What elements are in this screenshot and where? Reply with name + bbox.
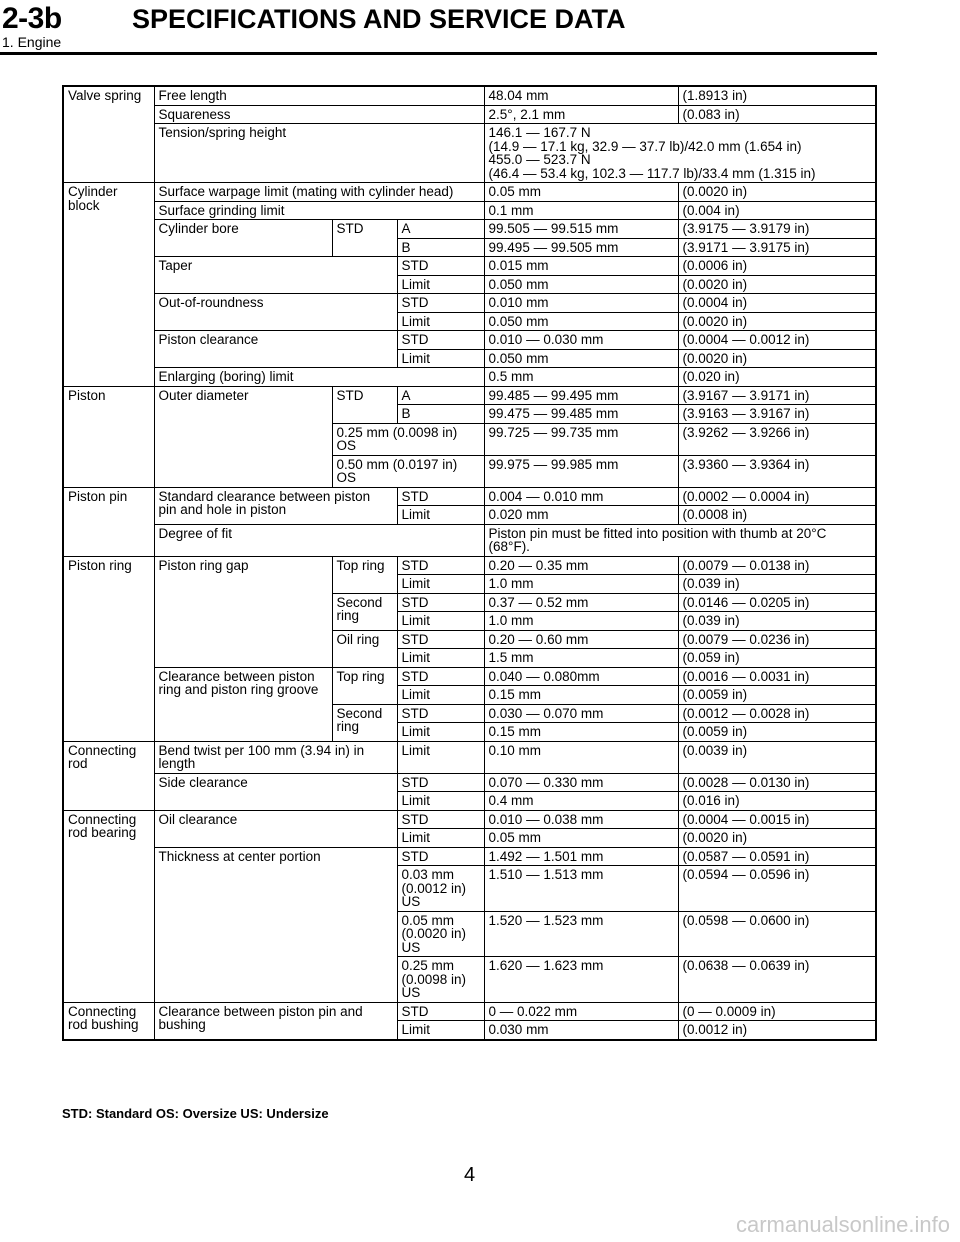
sub-label: Limit [397,723,484,742]
table-row [63,220,876,239]
value-mm: 0.040 — 0.080mm [484,667,678,686]
sub-label: Second ring [332,704,397,741]
value-in: (0.0020 in) [678,829,876,848]
value-mm: 0.030 mm [484,1021,678,1040]
sub-label: STD [397,331,484,350]
value-in: (0.0002 — 0.0004 in) [678,487,876,506]
sub-label: Limit [397,349,484,368]
header-rule [0,52,877,55]
abbreviation-footnote: STD: Standard OS: Oversize US: Undersize [62,1106,329,1121]
sub-label: STD [397,704,484,723]
sub-label: STD [332,220,397,257]
sub-label: Limit [397,792,484,811]
value-mm: 1.0 mm [484,612,678,631]
value-in: (3.9262 — 3.9266 in) [678,423,876,455]
value-in: (0.0006 in) [678,257,876,276]
sub-label: B [397,238,484,257]
value-in: (0.039 in) [678,575,876,594]
value-mm: 1.520 — 1.523 mm [484,911,678,957]
value-in: (0.020 in) [678,368,876,387]
item-label: Free length [154,86,484,105]
sub-label: 0.05 mm (0.0020 in) US [397,911,484,957]
table-row [63,667,876,686]
item-label: Squareness [154,105,484,124]
value-mm: 0.1 mm [484,201,678,220]
value-in: (0.0020 in) [678,312,876,331]
value-mm: 0.4 mm [484,792,678,811]
value-in: (0.0004 — 0.0015 in) [678,810,876,829]
sub-label: Top ring [332,556,397,593]
value-mm: 1.492 — 1.501 mm [484,847,678,866]
sub-label: STD [397,773,484,792]
sub-label: B [397,405,484,424]
value-in: (0.0028 — 0.0130 in) [678,773,876,792]
value-mm: 0.15 mm [484,723,678,742]
sub-label: 0.25 mm (0.0098 in) US [397,957,484,1003]
value-in: (0.0587 — 0.0591 in) [678,847,876,866]
value-mm: 0.05 mm [484,183,678,202]
table-row [63,201,876,220]
value-mm: 0.37 — 0.52 mm [484,593,678,612]
value-in: (0.004 in) [678,201,876,220]
value-in: (3.9360 — 3.9364 in) [678,455,876,487]
value-mm: 0.020 mm [484,506,678,525]
sub-label: Oil ring [332,630,397,667]
value-mm: 0.20 — 0.60 mm [484,630,678,649]
value-in: (0.016 in) [678,792,876,811]
value-in: (0.0059 in) [678,723,876,742]
value-mm: 0.05 mm [484,829,678,848]
value-mm: 0.010 — 0.030 mm [484,331,678,350]
value-text: Piston pin must be fitted into position with thumb at 20°C (68°F). [484,524,876,556]
value-mm: 0.015 mm [484,257,678,276]
sub-label: Limit [397,1021,484,1040]
table-row [63,257,876,276]
sub-label: STD [397,1002,484,1021]
value-mm: 0 — 0.022 mm [484,1002,678,1021]
sub-label: Limit [397,829,484,848]
value-in: (0.0012 in) [678,1021,876,1040]
value-mm: 99.725 — 99.735 mm [484,423,678,455]
sub-label: Limit [397,275,484,294]
item-label: Enlarging (boring) limit [154,368,484,387]
value-in: (0.0079 — 0.0236 in) [678,630,876,649]
item-label: Out-of-roundness [154,294,397,331]
value-mm: 2.5°, 2.1 mm [484,105,678,124]
group-connecting-rod: Connecting rod [63,741,154,810]
table-row [63,294,876,313]
sub-label: Limit [397,612,484,631]
spec-table [62,85,877,1041]
value-in: (0.0020 in) [678,275,876,294]
value-in: (0.0016 — 0.0031 in) [678,667,876,686]
value-mm: 0.010 mm [484,294,678,313]
sub-label: STD [397,810,484,829]
table-row [63,741,876,773]
value-in: (0.0039 in) [678,741,876,773]
value-text: 146.1 — 167.7 N (14.9 — 17.1 kg, 32.9 — 37.7 lb)/42.0 mm (1.654 in) 455.0 — 523.7 N (46.4 — 53.4 kg, 102.3 — 117.7 lb)/33.4 mm (1.315 in) [484,124,876,183]
value-in: (3.9167 — 3.9171 in) [678,386,876,405]
sub-label: 0.50 mm (0.0197 in) OS [332,455,484,487]
item-label: Surface warpage limit (mating with cylinder head) [154,183,484,202]
item-label: Standard clearance between piston pin and hole in piston [154,487,397,524]
sub-label: Top ring [332,667,397,704]
sub-label: STD [397,294,484,313]
value-mm: 99.495 — 99.505 mm [484,238,678,257]
table-row [63,368,876,387]
value-mm: 1.510 — 1.513 mm [484,866,678,912]
sub-label: 0.03 mm (0.0012 in) US [397,866,484,912]
section-code: 2-3b [2,2,62,35]
table-row [63,86,876,105]
sub-label: Limit [397,686,484,705]
item-label: Side clearance [154,773,397,810]
value-mm: 1.620 — 1.623 mm [484,957,678,1003]
table-row [63,105,876,124]
value-in: (0.0594 — 0.0596 in) [678,866,876,912]
group-connecting-rod-bearing: Connecting rod bearing [63,810,154,1002]
item-label: Oil clearance [154,810,397,847]
table-row [63,1002,876,1021]
section-subtitle: 1. Engine [2,34,62,50]
value-mm: 1.5 mm [484,649,678,668]
group-piston: Piston [63,386,154,487]
table-row [63,124,876,183]
value-in: (0.0079 — 0.0138 in) [678,556,876,575]
group-cylinder-block: Cylinder block [63,183,154,387]
sub-label: Limit [397,741,484,773]
sub-label: Limit [397,649,484,668]
sub-label: STD [332,386,397,423]
value-mm: 0.010 — 0.038 mm [484,810,678,829]
page-title: SPECIFICATIONS AND SERVICE DATA [132,4,626,34]
group-connecting-rod-bushing: Connecting rod bushing [63,1002,154,1040]
table-row [63,773,876,792]
value-in: (0.0638 — 0.0639 in) [678,957,876,1003]
value-in: (0.039 in) [678,612,876,631]
item-label: Piston ring gap [154,556,332,667]
value-in: (3.9163 — 3.9167 in) [678,405,876,424]
value-in: (0.0598 — 0.0600 in) [678,911,876,957]
value-mm: 0.030 — 0.070 mm [484,704,678,723]
value-mm: 99.485 — 99.495 mm [484,386,678,405]
value-mm: 0.20 — 0.35 mm [484,556,678,575]
value-mm: 0.050 mm [484,349,678,368]
value-mm: 0.004 — 0.010 mm [484,487,678,506]
value-in: (0.0012 — 0.0028 in) [678,704,876,723]
value-mm: 99.505 — 99.515 mm [484,220,678,239]
sub-label: A [397,386,484,405]
item-label: Cylinder bore [154,220,332,257]
sub-label: STD [397,556,484,575]
sub-label: Limit [397,575,484,594]
table-row [63,556,876,575]
table-row [63,331,876,350]
item-label: Taper [154,257,397,294]
table-row [63,487,876,506]
value-mm: 48.04 mm [484,86,678,105]
table-row [63,386,876,405]
item-label: Surface grinding limit [154,201,484,220]
value-in: (3.9171 — 3.9175 in) [678,238,876,257]
value-in: (0.0020 in) [678,183,876,202]
watermark: carmanualsonline.info [735,1212,950,1237]
value-in: (0.0004 — 0.0012 in) [678,331,876,350]
group-piston-pin: Piston pin [63,487,154,556]
sub-label: 0.25 mm (0.0098 in) OS [332,423,484,455]
sub-label: STD [397,487,484,506]
item-label: Thickness at center portion [154,847,397,1002]
value-mm: 0.050 mm [484,275,678,294]
value-in: (0.0020 in) [678,349,876,368]
value-mm: 99.475 — 99.485 mm [484,405,678,424]
sub-label: STD [397,667,484,686]
value-mm: 0.10 mm [484,741,678,773]
page-number: 4 [464,1164,476,1186]
item-label: Tension/spring height [154,124,484,183]
table-row [63,847,876,866]
value-mm: 0.050 mm [484,312,678,331]
sub-label: A [397,220,484,239]
item-label: Clearance between piston pin and bushing [154,1002,397,1040]
value-in: (0.0146 — 0.0205 in) [678,593,876,612]
sub-label: Second ring [332,593,397,630]
value-in: (0.083 in) [678,105,876,124]
sub-label: STD [397,847,484,866]
table-row [63,810,876,829]
value-in: (0 — 0.0009 in) [678,1002,876,1021]
item-label: Clearance between piston ring and piston ring groove [154,667,332,741]
value-in: (0.0059 in) [678,686,876,705]
item-label: Bend twist per 100 mm (3.94 in) in length [154,741,397,773]
sub-label: Limit [397,312,484,331]
value-mm: 0.15 mm [484,686,678,705]
group-valve-spring: Valve spring [63,86,154,183]
value-mm: 0.5 mm [484,368,678,387]
value-in: (3.9175 — 3.9179 in) [678,220,876,239]
value-in: (0.059 in) [678,649,876,668]
value-mm: 0.070 — 0.330 mm [484,773,678,792]
value-mm: 1.0 mm [484,575,678,594]
sub-label: STD [397,257,484,276]
sub-label: STD [397,593,484,612]
sub-label: Limit [397,506,484,525]
value-in: (0.0008 in) [678,506,876,525]
item-label: Outer diameter [154,386,332,487]
item-label: Degree of fit [154,524,484,556]
table-row [63,524,876,556]
table-row [63,183,876,202]
value-mm: 99.975 — 99.985 mm [484,455,678,487]
group-piston-ring: Piston ring [63,556,154,741]
value-in: (1.8913 in) [678,86,876,105]
value-in: (0.0004 in) [678,294,876,313]
item-label: Piston clearance [154,331,397,368]
sub-label: STD [397,630,484,649]
